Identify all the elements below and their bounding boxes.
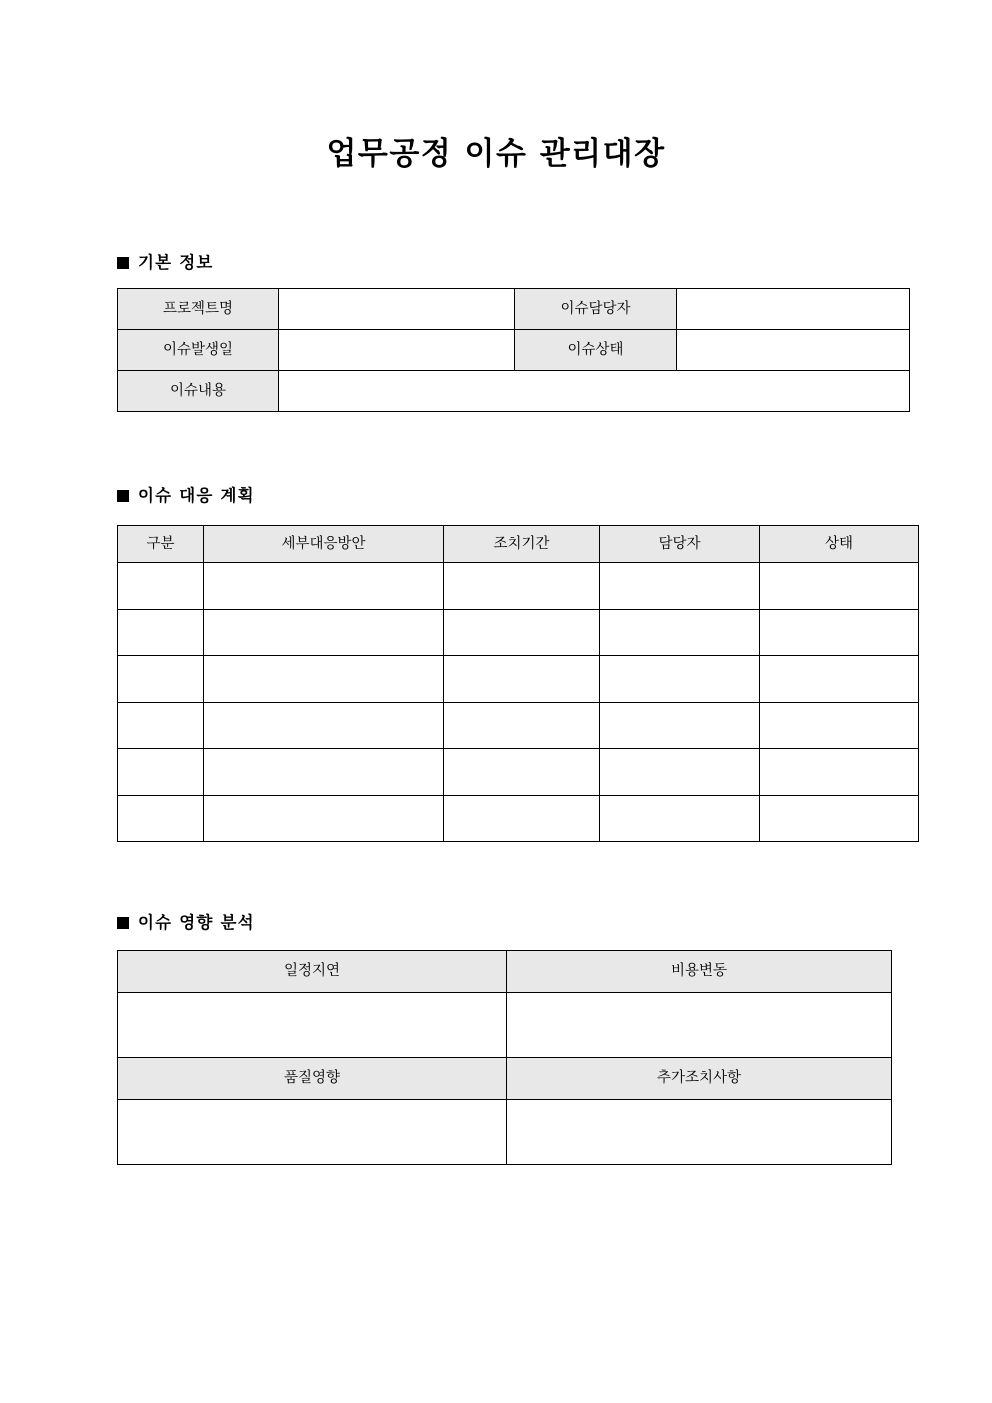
cell-detailed-measure[interactable] — [204, 656, 444, 703]
cell-action-period[interactable] — [444, 749, 600, 796]
cell-owner[interactable] — [600, 795, 760, 842]
cell-action-period[interactable] — [444, 609, 600, 656]
section-heading-impact-analysis — [117, 912, 255, 934]
column-header-quality-impact: 품질영향 — [118, 1058, 507, 1100]
cell-owner[interactable] — [600, 749, 760, 796]
table-header-row — [118, 1058, 892, 1100]
section-heading-basic-info — [117, 252, 214, 274]
section-heading-response-plan-label: 이슈 대응 계획 — [138, 486, 255, 505]
table-row — [118, 330, 910, 371]
column-header-category: 구분 — [118, 526, 204, 563]
cell-owner[interactable] — [600, 609, 760, 656]
cell-detailed-measure[interactable] — [204, 749, 444, 796]
square-bullet-icon — [117, 490, 129, 502]
cell-status[interactable] — [760, 749, 919, 796]
cell-schedule-delay[interactable] — [118, 993, 507, 1058]
section-heading-basic-info-label: 기본 정보 — [138, 253, 214, 272]
table-header-row — [118, 951, 892, 993]
field-label-issue-owner: 이슈담당자 — [515, 289, 677, 330]
cell-status[interactable] — [760, 795, 919, 842]
field-label-issue-date: 이슈발생일 — [118, 330, 279, 371]
field-label-project-name: 프로젝트명 — [118, 289, 279, 330]
cell-category[interactable] — [118, 656, 204, 703]
table-row — [118, 795, 919, 842]
field-label-issue-content: 이슈내용 — [118, 371, 279, 412]
cell-owner[interactable] — [600, 563, 760, 610]
cell-category[interactable] — [118, 749, 204, 796]
table-row — [118, 656, 919, 703]
cell-detailed-measure[interactable] — [204, 795, 444, 842]
field-label-issue-status: 이슈상태 — [515, 330, 677, 371]
field-value-issue-status[interactable] — [677, 330, 910, 371]
table-row — [118, 289, 910, 330]
column-header-additional-actions: 추가조치사항 — [507, 1058, 892, 1100]
cell-category[interactable] — [118, 609, 204, 656]
cell-detailed-measure[interactable] — [204, 563, 444, 610]
cell-action-period[interactable] — [444, 702, 600, 749]
cell-detailed-measure[interactable] — [204, 702, 444, 749]
square-bullet-icon — [117, 917, 129, 929]
response-plan-table — [117, 525, 919, 842]
column-header-cost-change: 비용변동 — [507, 951, 892, 993]
table-row — [118, 993, 892, 1058]
table-row — [118, 702, 919, 749]
cell-category[interactable] — [118, 702, 204, 749]
field-value-issue-owner[interactable] — [677, 289, 910, 330]
cell-status[interactable] — [760, 609, 919, 656]
cell-additional-actions[interactable] — [507, 1100, 892, 1165]
column-header-status: 상태 — [760, 526, 919, 563]
field-value-issue-content[interactable] — [279, 371, 910, 412]
column-header-owner: 담당자 — [600, 526, 760, 563]
cell-action-period[interactable] — [444, 656, 600, 703]
cell-category[interactable] — [118, 563, 204, 610]
section-heading-impact-analysis-label: 이슈 영향 분석 — [138, 913, 255, 932]
cell-status[interactable] — [760, 702, 919, 749]
table-row — [118, 609, 919, 656]
cell-status[interactable] — [760, 563, 919, 610]
table-row — [118, 1100, 892, 1165]
impact-analysis-table — [117, 950, 892, 1165]
cell-detailed-measure[interactable] — [204, 609, 444, 656]
square-bullet-icon — [117, 257, 129, 269]
cell-cost-change[interactable] — [507, 993, 892, 1058]
cell-category[interactable] — [118, 795, 204, 842]
column-header-action-period: 조치기간 — [444, 526, 600, 563]
field-value-issue-date[interactable] — [279, 330, 515, 371]
cell-status[interactable] — [760, 656, 919, 703]
table-row — [118, 563, 919, 610]
table-row — [118, 749, 919, 796]
column-header-detailed-measure: 세부대응방안 — [204, 526, 444, 563]
cell-owner[interactable] — [600, 702, 760, 749]
field-value-project-name[interactable] — [279, 289, 515, 330]
cell-action-period[interactable] — [444, 795, 600, 842]
section-heading-response-plan — [117, 485, 255, 507]
table-row — [118, 371, 910, 412]
cell-quality-impact[interactable] — [118, 1100, 507, 1165]
page-title: 업무공정 이슈 관리대장 — [326, 136, 666, 172]
cell-action-period[interactable] — [444, 563, 600, 610]
table-header-row — [118, 526, 919, 563]
column-header-schedule-delay: 일정지연 — [118, 951, 507, 993]
basic-info-table — [117, 288, 910, 412]
cell-owner[interactable] — [600, 656, 760, 703]
